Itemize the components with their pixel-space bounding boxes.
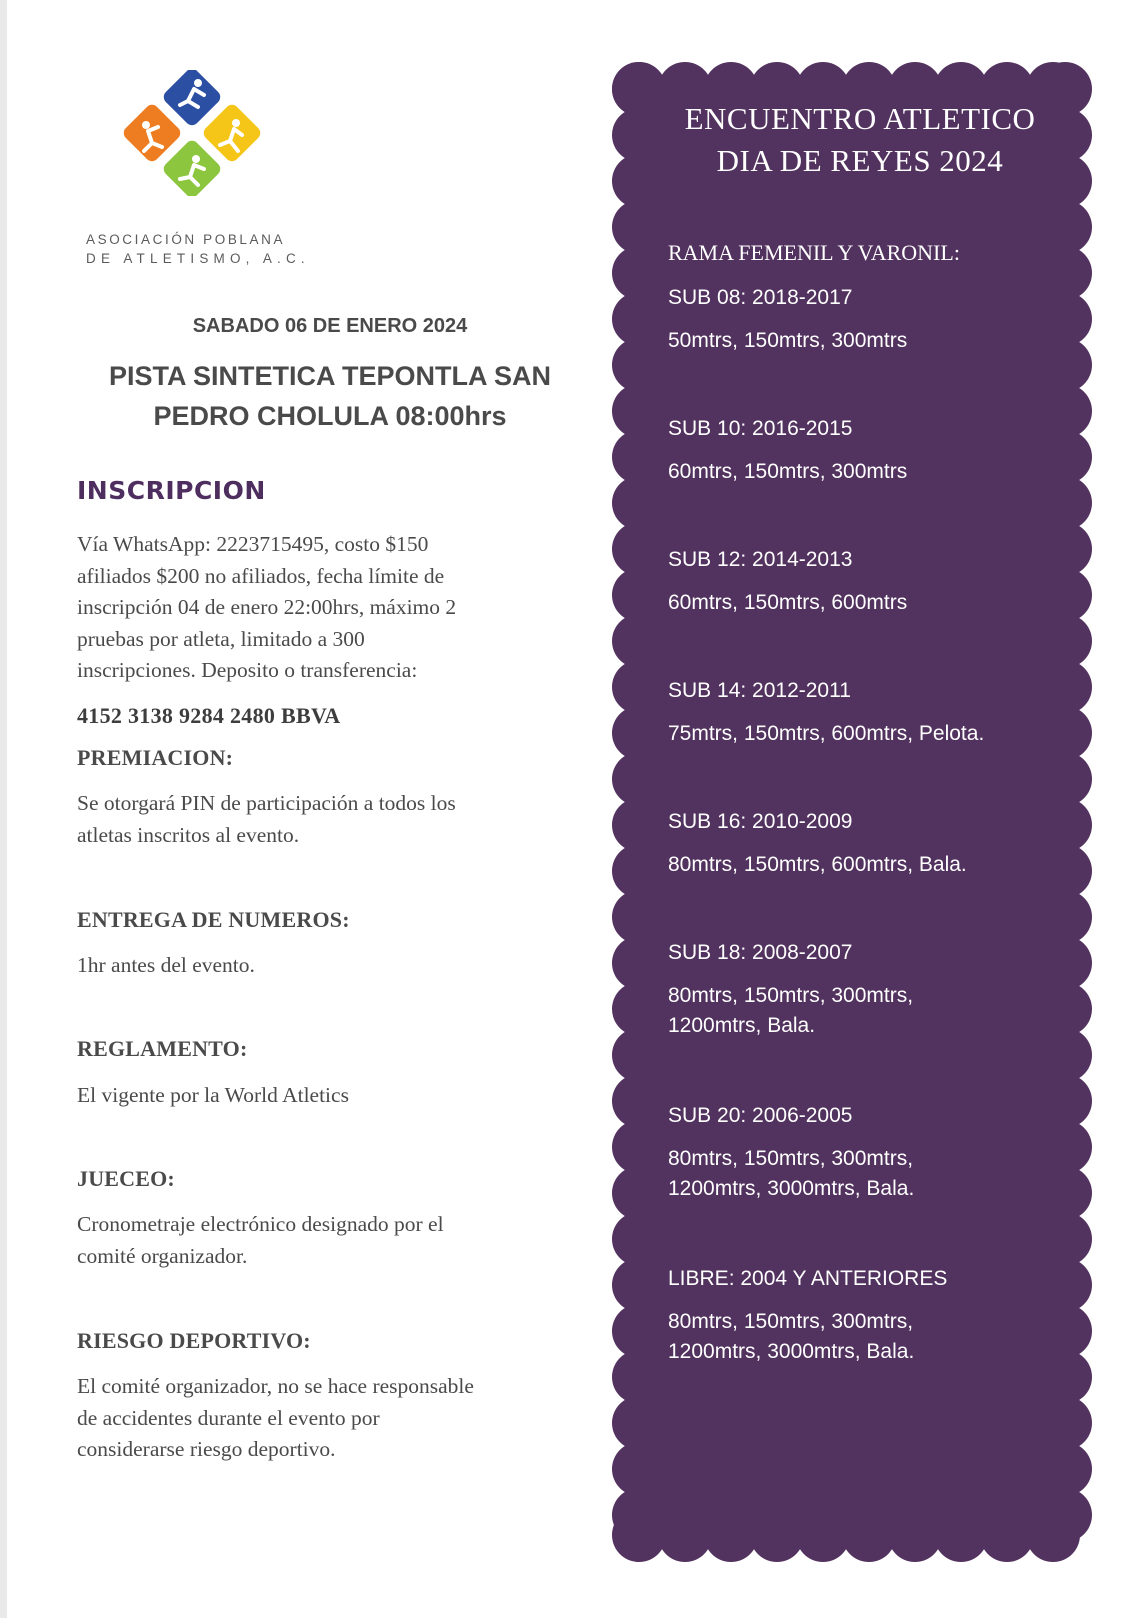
reglamento-line: El vigente por la World Atletics [77, 1083, 349, 1107]
premiacion-text [77, 788, 557, 851]
category-events-line: 80mtrs, 150mtrs, 300mtrs, [668, 984, 914, 1007]
category-sub20 [668, 1101, 1008, 1204]
inscripcion-line: inscripciones. Deposito o transferencia: [77, 658, 418, 682]
category-events-line: 60mtrs, 150mtrs, 600mtrs [668, 591, 908, 614]
jueceo-line: comité organizador. [77, 1243, 248, 1268]
page-edge [0, 0, 7, 1618]
riesgo-line: El comité organizador, no se hace responsable [77, 1374, 474, 1398]
category-name: SUB 08: 2018-2017 [668, 286, 853, 309]
category-events-line: 1200mtrs, 3000mtrs, Bala. [668, 1340, 915, 1363]
entrega-text [77, 950, 557, 982]
inscripcion-heading: INSCRIPCION [77, 476, 266, 505]
riesgo-text [77, 1371, 557, 1466]
panel-title [640, 98, 1080, 182]
jueceo-heading: JUECEO: [77, 1166, 175, 1191]
category-name: SUB 16: 2010-2009 [668, 810, 853, 833]
riesgo-line: considerarse riesgo deportivo. [77, 1437, 336, 1461]
event-venue [50, 356, 610, 436]
inscripcion-line: Vía WhatsApp: 2223715495, costo $150 [77, 532, 429, 556]
inscripcion-line: pruebas por atleta, limitado a 300 [77, 626, 365, 651]
category-events-line: 1200mtrs, 3000mtrs, Bala. [668, 1177, 915, 1200]
category-sub08 [668, 283, 1008, 356]
inscripcion-text [77, 529, 557, 687]
category-events-line: 80mtrs, 150mtrs, 300mtrs, [668, 1310, 914, 1333]
org-logo [122, 70, 262, 196]
category-events [668, 588, 1008, 618]
category-events [668, 719, 1008, 749]
bank-account: 4152 3138 9284 2480 BBVA [77, 703, 341, 728]
premiacion-line: atletas inscritos al evento. [77, 822, 300, 847]
riesgo-heading: RIESGO DEPORTIVO: [77, 1328, 311, 1353]
inscripcion-line: afiliados $200 no afiliados, fecha límite de [77, 563, 445, 588]
category-events [668, 1307, 1008, 1367]
reglamento-heading: REGLAMENTO: [77, 1036, 248, 1061]
entrega-line: 1hr antes del evento. [77, 953, 255, 977]
org-name [86, 230, 310, 268]
category-name: LIBRE: 2004 Y ANTERIORES [668, 1267, 948, 1290]
category-events [668, 981, 1008, 1041]
category-events-line: 80mtrs, 150mtrs, 600mtrs, Bala. [668, 853, 967, 876]
premiacion-line: Se otorgará PIN de participación a todos los [77, 791, 456, 815]
org-name-line2: DE ATLETISMO, A.C. [86, 251, 310, 266]
category-sub12 [668, 545, 1008, 618]
premiacion-heading: PREMIACION: [77, 745, 234, 770]
category-name: SUB 14: 2012-2011 [668, 679, 851, 702]
category-events [668, 850, 1008, 880]
category-name: SUB 12: 2014-2013 [668, 548, 853, 571]
event-date: SABADO 06 DE ENERO 2024 [192, 315, 468, 337]
category-events [668, 457, 1008, 487]
category-events-line: 75mtrs, 150mtrs, 600mtrs, Pelota. [668, 722, 985, 745]
category-name: SUB 10: 2016-2015 [668, 417, 853, 440]
category-name: SUB 18: 2008-2007 [668, 941, 853, 964]
panel-title-line2: DIA DE REYES 2024 [716, 143, 1004, 178]
category-events-line: 50mtrs, 150mtrs, 300mtrs [668, 329, 908, 352]
category-name: SUB 20: 2006-2005 [668, 1104, 853, 1127]
category-events-line: 1200mtrs, Bala. [668, 1014, 816, 1037]
jueceo-text [77, 1209, 557, 1272]
category-sub10 [668, 414, 1008, 487]
category-sub18 [668, 938, 1008, 1041]
inscripcion-line: inscripción 04 de enero 22:00hrs, máximo 2 [77, 595, 457, 619]
category-events [668, 1144, 1008, 1204]
venue-line-2: PEDRO CHOLULA 08:00hrs [153, 401, 507, 431]
category-events [668, 326, 1008, 356]
venue-line-1: PISTA SINTETICA TEPONTLA SAN [108, 361, 551, 391]
rama-label: RAMA FEMENIL Y VARONIL: [668, 240, 960, 265]
panel-title-line1: ENCUENTRO ATLETICO [684, 101, 1036, 136]
category-events-line: 60mtrs, 150mtrs, 300mtrs [668, 460, 908, 483]
category-libre [668, 1264, 1008, 1367]
reglamento-text [77, 1080, 557, 1112]
riesgo-line: de accidentes durante el evento por [77, 1405, 380, 1430]
category-sub14 [668, 676, 1008, 749]
org-name-line1: ASOCIACIÓN POBLANA [86, 232, 286, 247]
category-events-line: 80mtrs, 150mtrs, 300mtrs, [668, 1147, 914, 1170]
jueceo-line: Cronometraje electrónico designado por el [77, 1212, 444, 1236]
category-sub16 [668, 807, 1008, 880]
entrega-heading: ENTREGA DE NUMEROS: [77, 907, 350, 932]
